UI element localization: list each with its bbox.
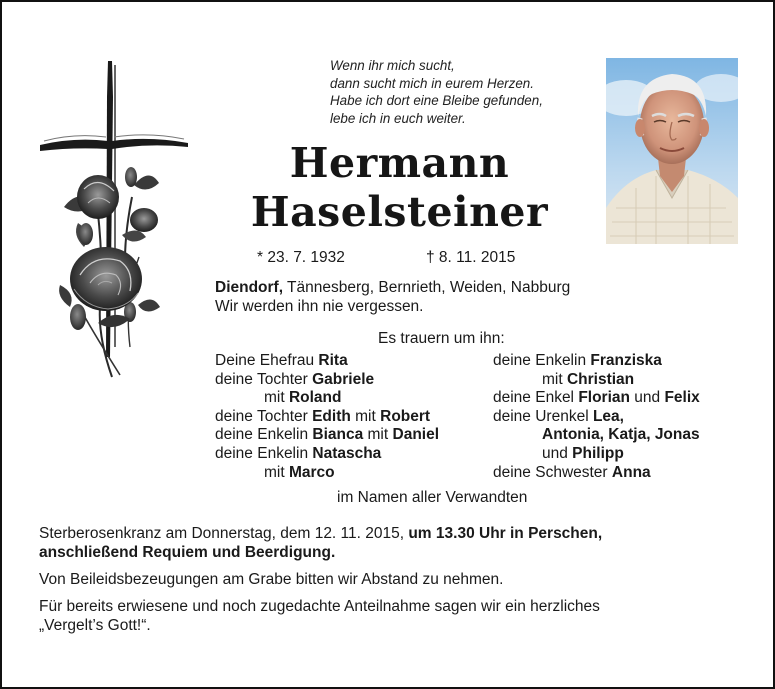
mourner-line: deine Enkel Florian und Felix xyxy=(493,389,700,407)
death-date: † 8. 11. 2015 xyxy=(426,249,516,266)
mourner-line: deine Schwester Anna xyxy=(493,463,651,481)
residence-line xyxy=(215,279,570,298)
birth-date: * 23. 7. 1932 xyxy=(257,249,345,266)
mourner-line: deine Tochter Gabriele xyxy=(215,370,375,388)
mourner-line: deine Enkelin Franziska xyxy=(493,352,662,369)
remembrance-line: Wir werden ihn nie vergessen. xyxy=(215,298,424,315)
mourner-line: Deine Ehefrau Rita xyxy=(215,352,348,369)
memorial-poem xyxy=(330,57,543,127)
poem-line: Wenn ihr mich sucht, xyxy=(330,58,455,73)
mourners-heading: Es trauern um ihn: xyxy=(378,330,505,347)
mourner-line: deine Urenkel Lea, xyxy=(493,407,624,425)
mourner-line: Antonia, Katja, Jonas xyxy=(542,426,700,444)
first-name: Hermann xyxy=(289,139,510,187)
mourners-right-column xyxy=(493,352,700,482)
mourner-line: mit Roland xyxy=(264,389,342,407)
mourner-line: deine Enkelin Natascha xyxy=(215,444,382,462)
last-name: Haselsteiner xyxy=(250,188,549,236)
poem-line: dann sucht mich in eurem Herzen. xyxy=(330,75,534,91)
residence-places: Tännesberg, Bernrieth, Weiden, Nabburg xyxy=(283,279,571,296)
mourner-line: deine Tochter Edith mit Robert xyxy=(215,407,431,425)
thanks-line2: „Vergelt’s Gott!“. xyxy=(39,617,151,634)
mourner-line: und Philipp xyxy=(542,444,624,462)
mourner-line: mit Marco xyxy=(264,463,335,481)
condolence-note: Von Beileidsbezeugungen am Grabe bitten wir Abstand zu nehmen. xyxy=(39,571,504,588)
thanks-line1: Für bereits erwiesene und noch zugedachte Anteilnahme sagen wir ein herzliches xyxy=(39,598,600,615)
poem-line: Habe ich dort eine Bleibe gefunden, xyxy=(330,93,543,108)
residence-town: Diendorf, xyxy=(215,279,284,296)
funeral-info-line1: Sterberosenkranz am Donnerstag, dem 12. 11. 2015, um 13.30 Uhr in Perschen, xyxy=(39,525,603,542)
mourner-line: deine Enkelin Bianca mit Daniel xyxy=(215,426,440,444)
relatives-line: im Namen aller Verwandten xyxy=(337,489,528,506)
mourner-line: mit Christian xyxy=(542,370,635,388)
portrait-photo xyxy=(606,58,738,244)
poem-line: lebe ich in euch weiter. xyxy=(330,110,466,126)
cross-with-roses-icon xyxy=(34,57,196,387)
funeral-info-line2: anschließend Requiem und Beerdigung. xyxy=(39,544,336,561)
mourners-left-column xyxy=(215,352,439,482)
